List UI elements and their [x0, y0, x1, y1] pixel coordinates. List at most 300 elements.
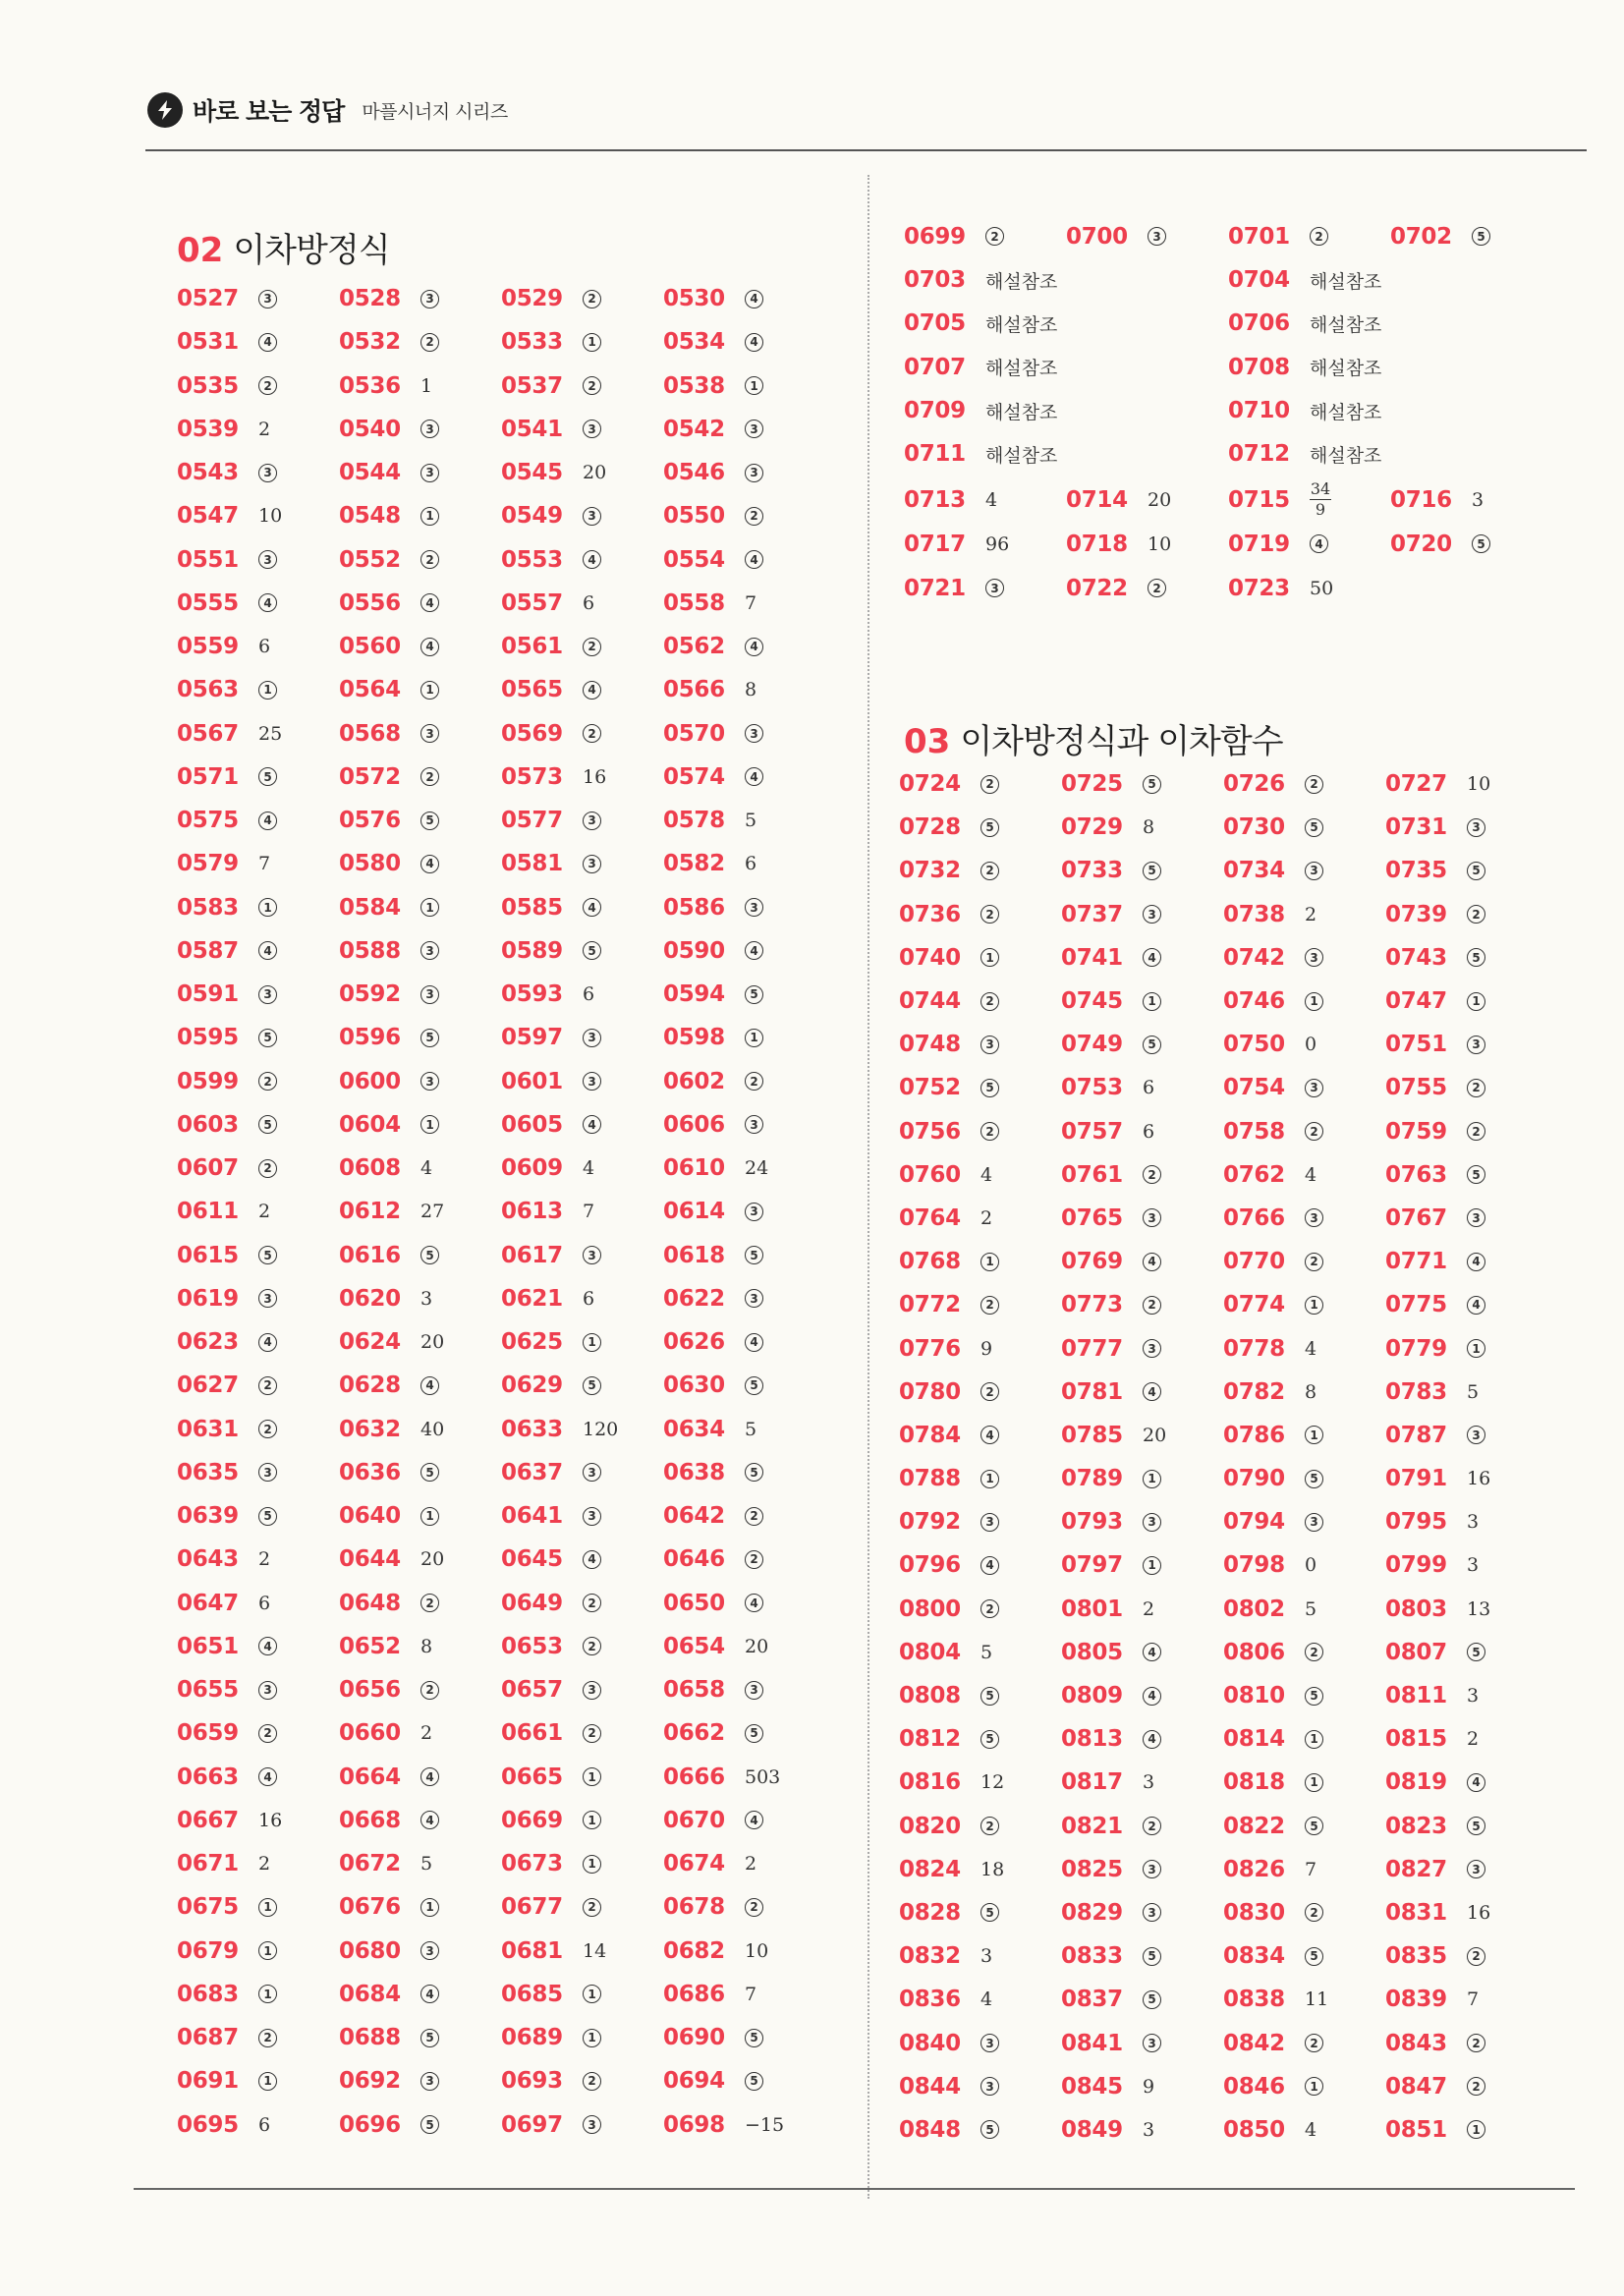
circled-choice-3: 3: [420, 2072, 439, 2091]
answer-item: [663, 1799, 825, 1842]
answer-item: [177, 538, 339, 582]
answer-item: [339, 582, 501, 625]
problem-number: 0644: [339, 1546, 401, 1573]
answer-value: 4: [1305, 1337, 1317, 1360]
circled-choice-2: 2: [583, 1594, 601, 1612]
answer-value: 2: [258, 418, 271, 440]
circled-choice-2: 2: [1305, 2034, 1323, 2052]
answer-item: [1061, 1588, 1223, 1631]
problem-number: 0851: [1385, 2116, 1447, 2143]
answer-item: [1061, 1978, 1223, 2021]
circled-choice-4: 4: [745, 333, 763, 352]
circled-choice-2: 2: [1143, 1165, 1161, 1184]
answer-item: [899, 1023, 1061, 1066]
problem-number: 0677: [501, 1894, 563, 1921]
circled-choice-5: 5: [1143, 1947, 1161, 1966]
problem-number: 0589: [501, 937, 563, 964]
problem-number: 0536: [339, 372, 401, 399]
problem-number: 0700: [1066, 223, 1128, 250]
answer-item: [1066, 214, 1228, 258]
answer-item: [663, 2059, 825, 2102]
circled-choice-2: 2: [745, 507, 763, 526]
problem-number: 0533: [501, 329, 563, 356]
answer-item: [501, 1451, 663, 1494]
circled-choice-4: 4: [745, 638, 763, 656]
answer-item: [899, 936, 1061, 980]
problem-number: 0814: [1223, 1726, 1285, 1753]
circled-choice-5: 5: [980, 818, 999, 837]
problem-number: 0696: [339, 2111, 401, 2138]
answer-item: [177, 1625, 339, 1668]
problem-number: 0719: [1228, 531, 1290, 557]
problem-number: 0599: [177, 1068, 239, 1094]
circled-choice-2: 2: [420, 1594, 439, 1612]
circled-choice-5: 5: [1143, 775, 1161, 794]
problem-number: 0593: [501, 981, 563, 1008]
answer-item: [177, 1234, 339, 1277]
problem-number: 0817: [1061, 1769, 1123, 1796]
problem-number: 0595: [177, 1025, 239, 1051]
circled-choice-4: 4: [1143, 1382, 1161, 1401]
answer-item: [501, 625, 663, 668]
problem-number: 0815: [1385, 1726, 1447, 1753]
circled-choice-4: 4: [258, 1333, 277, 1352]
problem-number: 0763: [1385, 1161, 1447, 1188]
circled-choice-4: 4: [1143, 1253, 1161, 1271]
answer-value: 16: [1467, 1468, 1491, 1490]
problem-number: 0674: [663, 1851, 725, 1877]
problem-number: 0591: [177, 981, 239, 1008]
section-number: 02: [177, 231, 224, 270]
problem-number: 0635: [177, 1459, 239, 1485]
problem-number: 0547: [177, 503, 239, 530]
circled-choice-4: 4: [583, 898, 601, 917]
problem-number: 0691: [177, 2068, 239, 2095]
answer-value: 13: [1467, 1597, 1491, 1620]
answer-item: [663, 1016, 825, 1059]
answer-item: [1223, 1588, 1385, 1631]
circled-choice-4: 4: [583, 681, 601, 700]
problem-number: 0822: [1223, 1813, 1285, 1839]
answer-item: [339, 886, 501, 929]
answer-item: [1223, 936, 1385, 980]
problem-number: 0610: [663, 1155, 725, 1182]
answer-item: [1385, 1978, 1547, 2021]
circled-choice-1: 1: [258, 1941, 277, 1960]
answer-value: 해설참조: [1310, 358, 1382, 380]
problem-number: 0776: [899, 1335, 961, 1362]
problem-number: 0720: [1390, 531, 1452, 557]
page-header: [147, 90, 508, 130]
answer-item: [177, 277, 339, 320]
answer-value: 6: [258, 2113, 271, 2136]
answer-item: [177, 799, 339, 842]
circled-choice-4: 4: [258, 1637, 277, 1655]
answer-item: [663, 1885, 825, 1929]
circled-choice-1: 1: [1305, 1426, 1323, 1444]
answer-item: [663, 1320, 825, 1364]
circled-choice-4: 4: [1467, 1296, 1485, 1315]
circled-choice-2: 2: [583, 1637, 601, 1655]
answer-item: [1385, 1283, 1547, 1326]
problem-number: 0655: [177, 1677, 239, 1704]
problem-number: 0773: [1061, 1292, 1123, 1318]
answer-value: 20: [420, 1548, 445, 1571]
circled-choice-5: 5: [745, 985, 763, 1004]
answer-item: [1061, 1674, 1223, 1717]
answer-value: 4: [1305, 1163, 1317, 1186]
answer-item: [339, 929, 501, 973]
circled-choice-4: 4: [258, 1767, 277, 1786]
answer-item: [177, 364, 339, 408]
problem-number: 0640: [339, 1503, 401, 1530]
answer-item: [339, 1582, 501, 1625]
circled-choice-3: 3: [420, 464, 439, 482]
circled-choice-1: 1: [420, 507, 439, 526]
answer-value: 2: [258, 1548, 271, 1571]
problem-number: 0823: [1385, 1813, 1447, 1839]
problem-number: 0798: [1223, 1552, 1285, 1579]
problem-number: 0573: [501, 763, 563, 790]
circled-choice-4: 4: [1467, 1253, 1485, 1271]
answer-item: [663, 538, 825, 582]
problem-number: 0837: [1061, 1987, 1123, 2013]
answer-item: [339, 625, 501, 668]
problem-number: 0806: [1223, 1639, 1285, 1665]
problem-number: 0662: [663, 1720, 725, 1747]
problem-number: 0847: [1385, 2073, 1447, 2100]
problem-number: 0581: [501, 851, 563, 877]
series-name: 마플시너지 시리즈: [362, 100, 508, 123]
answer-item: [663, 929, 825, 973]
circled-choice-3: 3: [583, 1463, 601, 1482]
answer-item: [904, 302, 1228, 345]
answer-item: [1385, 849, 1547, 892]
answer-item: [1385, 1066, 1547, 1109]
circled-choice-3: 3: [1148, 227, 1166, 246]
answer-item: [1223, 762, 1385, 806]
problem-number: 0751: [1385, 1032, 1447, 1058]
problem-number: 0603: [177, 1111, 239, 1138]
answer-item: [339, 451, 501, 494]
circled-choice-3: 3: [1305, 948, 1323, 967]
answer-value: 8: [745, 679, 757, 701]
answer-grid-left: [177, 277, 825, 2147]
circled-choice-1: 1: [583, 2029, 601, 2047]
circled-choice-3: 3: [420, 1941, 439, 1960]
problem-number: 0582: [663, 851, 725, 877]
problem-number: 0838: [1223, 1987, 1285, 2013]
problem-number: 0586: [663, 894, 725, 921]
circled-choice-3: 3: [420, 941, 439, 960]
problem-number: 0636: [339, 1459, 401, 1485]
answer-item: [1061, 1153, 1223, 1197]
answer-item: [1385, 806, 1547, 849]
answer-item: [1223, 1457, 1385, 1500]
circled-choice-1: 1: [258, 681, 277, 700]
problem-number: 0725: [1061, 771, 1123, 798]
problem-number: 0796: [899, 1552, 961, 1579]
answer-item: [177, 886, 339, 929]
problem-number: 0726: [1223, 771, 1285, 798]
circled-choice-2: 2: [980, 1599, 999, 1618]
answer-item: [177, 1930, 339, 1973]
circled-choice-2: 2: [1467, 905, 1485, 924]
answer-item: [1385, 2108, 1547, 2152]
answer-item: [663, 582, 825, 625]
problem-number: 0843: [1385, 2030, 1447, 2056]
circled-choice-2: 2: [980, 1382, 999, 1401]
circled-choice-5: 5: [745, 2072, 763, 2091]
problem-number: 0824: [899, 1856, 961, 1882]
answer-item: [339, 973, 501, 1016]
answer-item: [1228, 258, 1552, 302]
answer-item: [1223, 1674, 1385, 1717]
problem-number: 0597: [501, 1025, 563, 1051]
problem-number: 0579: [177, 851, 239, 877]
answer-item: [1061, 1543, 1223, 1587]
circled-choice-1: 1: [745, 1029, 763, 1047]
problem-number: 0632: [339, 1416, 401, 1442]
answer-value: 20: [1143, 1424, 1167, 1446]
problem-number: 0828: [899, 1899, 961, 1926]
answer-value: 5: [1467, 1380, 1480, 1403]
circled-choice-2: 2: [1305, 1903, 1323, 1922]
answer-item: [339, 1930, 501, 1973]
problem-number: 0780: [899, 1378, 961, 1405]
problem-number: 0619: [177, 1285, 239, 1312]
circled-choice-3: 3: [980, 1036, 999, 1054]
problem-number: 0787: [1385, 1422, 1447, 1448]
answer-item: [1066, 477, 1228, 522]
problem-number: 0555: [177, 589, 239, 616]
circled-choice-3: 3: [420, 420, 439, 438]
problem-number: 0795: [1385, 1509, 1447, 1536]
answer-item: [904, 258, 1228, 302]
circled-choice-5: 5: [583, 1376, 601, 1395]
answer-item: [339, 408, 501, 451]
circled-choice-4: 4: [745, 1594, 763, 1612]
problem-number: 0684: [339, 1981, 401, 2007]
circled-choice-4: 4: [1467, 1773, 1485, 1792]
problem-number: 0611: [177, 1199, 239, 1225]
answer-item: [1390, 214, 1552, 258]
answer-item: [501, 799, 663, 842]
answer-item: [663, 799, 825, 842]
answer-value: 18: [980, 1858, 1005, 1880]
problem-number: 0811: [1385, 1683, 1447, 1709]
answer-item: [1061, 1197, 1223, 1240]
circled-choice-4: 4: [583, 1115, 601, 1134]
problem-number: 0672: [339, 1851, 401, 1877]
problem-number: 0758: [1223, 1118, 1285, 1145]
circled-choice-2: 2: [258, 1724, 277, 1743]
answer-item: [339, 1973, 501, 2016]
problem-number: 0793: [1061, 1509, 1123, 1536]
answer-value: 120: [583, 1418, 619, 1440]
problem-number: 0727: [1385, 771, 1447, 798]
answer-item: [1228, 477, 1390, 522]
answer-item: [1223, 2021, 1385, 2064]
answer-value: 6: [745, 853, 757, 875]
problem-number: 0800: [899, 1596, 961, 1622]
answer-item: [663, 1060, 825, 1103]
problem-number: 0829: [1061, 1899, 1123, 1926]
circled-choice-4: 4: [980, 1426, 999, 1444]
problem-number: 0810: [1223, 1683, 1285, 1709]
problem-number: 0657: [501, 1677, 563, 1704]
answer-value: 4: [985, 488, 998, 511]
problem-number: 0801: [1061, 1596, 1123, 1622]
answer-item: [1385, 1674, 1547, 1717]
answer-value: 6: [583, 1287, 595, 1310]
problem-number: 0537: [501, 372, 563, 399]
answer-value: 2: [1467, 1728, 1480, 1751]
answer-item: [663, 1582, 825, 1625]
problem-number: 0711: [904, 441, 966, 468]
answer-item: [899, 762, 1061, 806]
circled-choice-2: 2: [583, 1724, 601, 1743]
problem-number: 0708: [1228, 354, 1290, 380]
problem-number: 0563: [177, 677, 239, 703]
problem-number: 0661: [501, 1720, 563, 1747]
answer-item: [1385, 1326, 1547, 1370]
circled-choice-1: 1: [745, 376, 763, 395]
circled-choice-2: 2: [1467, 2077, 1485, 2096]
fraction-answer: $\frac{34}{9}$: [1310, 479, 1331, 519]
answer-item: [177, 973, 339, 1016]
circled-choice-3: 3: [583, 855, 601, 873]
answer-item: [1228, 346, 1552, 389]
answer-value: 3: [1472, 488, 1484, 511]
answer-item: [501, 2059, 663, 2102]
answer-item: [1223, 1371, 1385, 1414]
problem-number: 0665: [501, 1764, 563, 1790]
answer-item: [1390, 477, 1552, 522]
answer-item: [501, 1103, 663, 1147]
circled-choice-5: 5: [980, 1903, 999, 1922]
answer-item: [1385, 1371, 1547, 1414]
answer-item: [177, 1711, 339, 1755]
answer-value: 6: [1143, 1120, 1155, 1143]
circled-choice-3: 3: [980, 2077, 999, 2096]
answer-item: [899, 2065, 1061, 2108]
answer-item: [177, 1842, 339, 1885]
circled-choice-3: 3: [583, 1246, 601, 1264]
problem-number: 0551: [177, 546, 239, 573]
circled-choice-2: 2: [1305, 1122, 1323, 1141]
problem-number: 0676: [339, 1894, 401, 1921]
problem-number: 0685: [501, 1981, 563, 2007]
problem-number: 0744: [899, 988, 961, 1015]
answer-item: [1228, 566, 1390, 610]
circled-choice-3: 3: [258, 550, 277, 569]
problem-number: 0645: [501, 1546, 563, 1573]
problem-number: 0562: [663, 634, 725, 660]
problem-number: 0625: [501, 1329, 563, 1356]
problem-number: 0848: [899, 2116, 961, 2143]
answer-value: 해설참조: [985, 270, 1058, 293]
section-heading: 이차방정식과 이차함수: [960, 722, 1283, 761]
circled-choice-4: 4: [258, 593, 277, 612]
answer-value: 8: [1305, 1380, 1317, 1403]
answer-item: [177, 929, 339, 973]
answer-item: [1385, 1717, 1547, 1761]
answer-item: [1223, 1978, 1385, 2021]
circled-choice-4: 4: [1143, 1730, 1161, 1749]
answer-item: [1061, 980, 1223, 1023]
problem-number: 0779: [1385, 1335, 1447, 1362]
circled-choice-3: 3: [745, 1681, 763, 1700]
answer-item: [1066, 522, 1228, 566]
problem-number: 0549: [501, 503, 563, 530]
answer-item: [501, 538, 663, 582]
circled-choice-5: 5: [420, 1246, 439, 1264]
answer-item: [177, 1885, 339, 1929]
answer-item: [177, 1060, 339, 1103]
problem-number: 0612: [339, 1199, 401, 1225]
problem-number: 0692: [339, 2068, 401, 2095]
answer-item: [177, 1538, 339, 1581]
problem-number: 0585: [501, 894, 563, 921]
answer-value: 9: [1143, 2075, 1155, 2098]
circled-choice-2: 2: [258, 2029, 277, 2047]
answer-value: 2: [980, 1206, 993, 1229]
problem-number: 0740: [899, 944, 961, 971]
problem-number: 0771: [1385, 1249, 1447, 1275]
problem-number: 0805: [1061, 1639, 1123, 1665]
answer-item: [1223, 1283, 1385, 1326]
answer-value: 11: [1305, 1988, 1329, 2011]
circled-choice-5: 5: [1305, 1947, 1323, 1966]
answer-value: 20: [745, 1635, 769, 1657]
answer-item: [663, 668, 825, 711]
circled-choice-2: 2: [1467, 2034, 1485, 2052]
answer-item: [663, 1451, 825, 1494]
circled-choice-5: 5: [1305, 818, 1323, 837]
answer-item: [1390, 522, 1552, 566]
answer-item: [1061, 1717, 1223, 1761]
problem-number: 0698: [663, 2111, 725, 2138]
problem-number: 0802: [1223, 1596, 1285, 1622]
answer-item: [501, 582, 663, 625]
problem-number: 0532: [339, 329, 401, 356]
circled-choice-2: 2: [583, 638, 601, 656]
answer-item: [1061, 1457, 1223, 1500]
brand-title: 바로 보는 정답: [193, 97, 345, 126]
answer-item: [1061, 1240, 1223, 1283]
answer-item: [1223, 2108, 1385, 2152]
answer-value: 해설참조: [1310, 444, 1382, 467]
answer-item: [501, 756, 663, 799]
answer-value: 해설참조: [1310, 401, 1382, 423]
circled-choice-4: 4: [420, 1985, 439, 2003]
circled-choice-1: 1: [980, 1253, 999, 1271]
answer-item: [1228, 214, 1390, 258]
problem-number: 0732: [899, 858, 961, 884]
problem-number: 0713: [904, 486, 966, 513]
answer-item: [501, 1190, 663, 1233]
circled-choice-5: 5: [745, 2029, 763, 2047]
answer-value: 7: [1467, 1988, 1480, 2011]
circled-choice-5: 5: [1472, 227, 1490, 246]
circled-choice-1: 1: [583, 333, 601, 352]
problem-number: 0825: [1061, 1856, 1123, 1882]
answer-value: 10: [1148, 532, 1172, 555]
problem-number: 0546: [663, 460, 725, 486]
answer-value: 96: [985, 532, 1010, 555]
problem-number: 0682: [663, 1937, 725, 1964]
